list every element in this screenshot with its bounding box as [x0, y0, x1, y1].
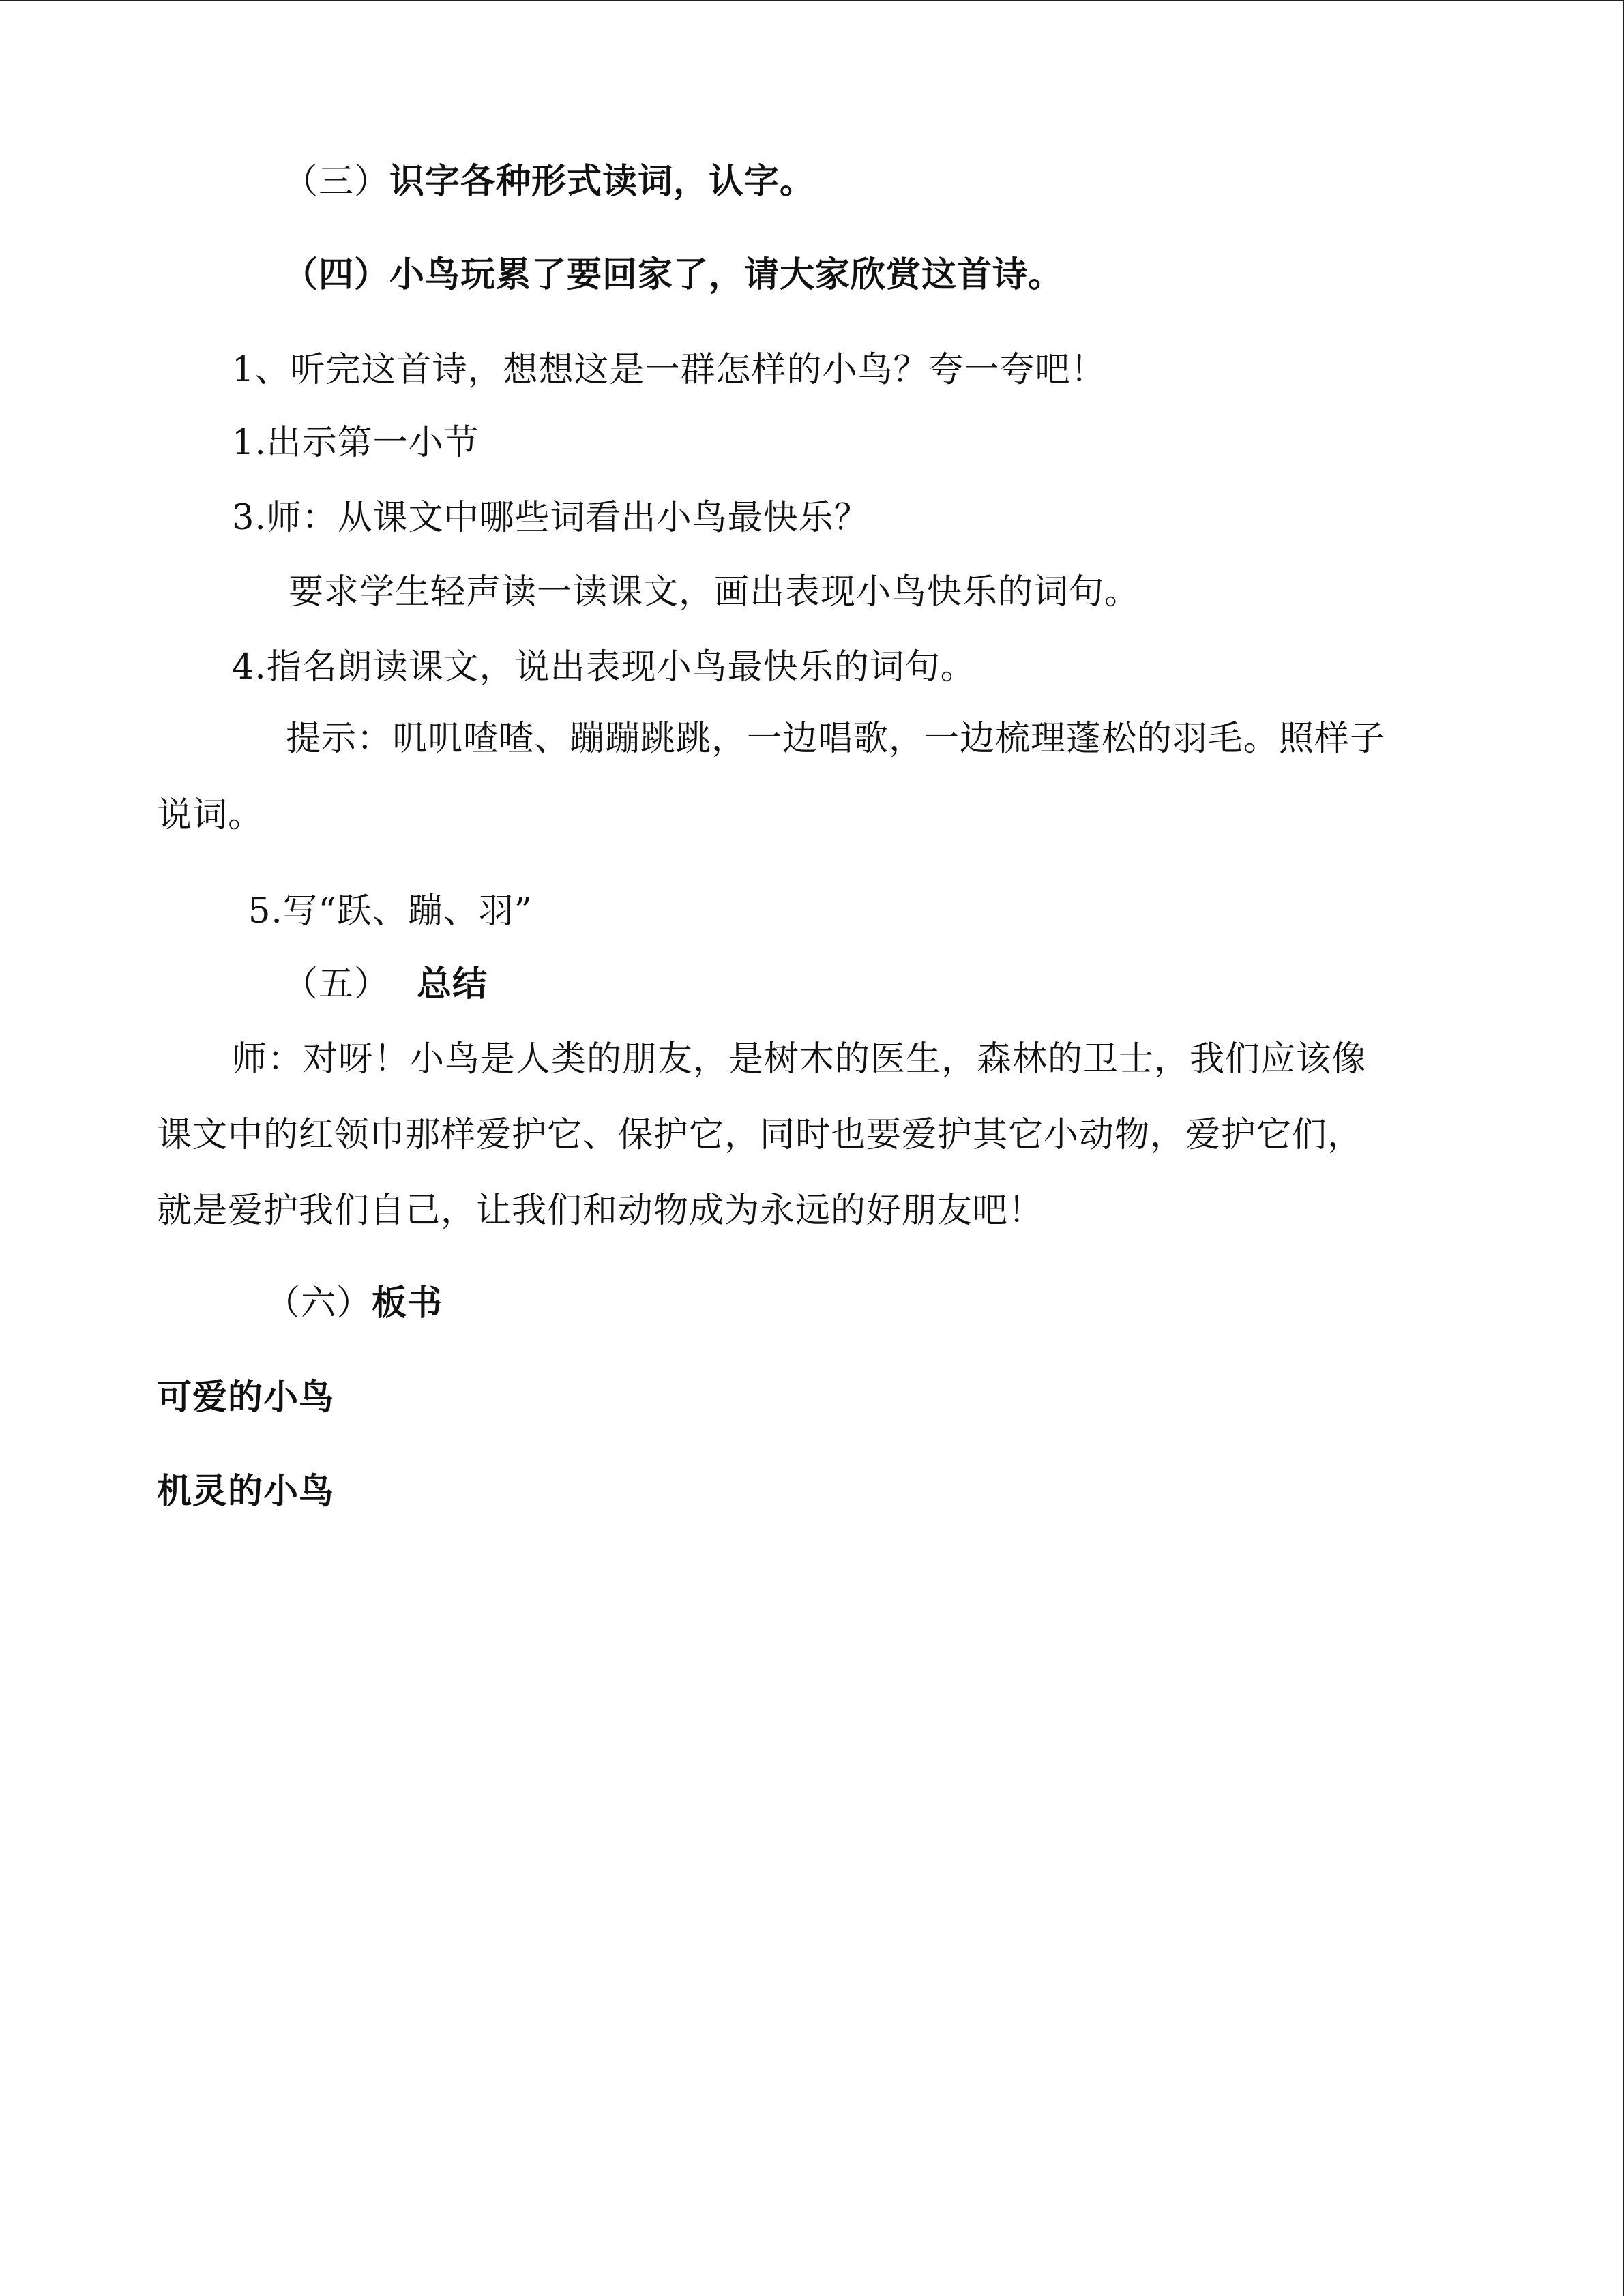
- section-5-heading: [283, 963, 488, 1006]
- item-1-show-stanza: 1.出示第一小节: [232, 423, 479, 463]
- item-3-question: 3.师：从课文中哪些词看出小鸟最快乐？: [232, 498, 870, 538]
- board-line-1: 可爱的小鸟: [157, 1377, 335, 1418]
- board-line-2: 机灵的小鸟: [157, 1471, 335, 1512]
- item-1-question: 1、听完这首诗，想想这是一群怎样的小鸟？夸一夸吧！: [232, 350, 1106, 390]
- section-6-title: 板书: [372, 1283, 443, 1324]
- item-4-instruction: 4.指名朗读课文，说出表现小鸟最快乐的词句。: [232, 647, 976, 687]
- hint-line-2: 说词。: [157, 795, 264, 835]
- item-3-instruction: 要求学生轻声读一读课文，画出表现小鸟快乐的词句。: [289, 572, 1140, 612]
- section-3-number: （三）: [283, 162, 390, 202]
- section-5-number: （五）: [283, 964, 390, 1004]
- hint-line-1: 提示：叽叽喳喳、蹦蹦跳跳，一边唱歌，一边梳理蓬松的羽毛。照样子: [286, 719, 1386, 759]
- item-5-writing: 5.写“跃、蹦、羽”: [248, 891, 533, 931]
- section-5-title: 总结: [417, 964, 488, 1004]
- summary-line-3: 就是爱护我们自己，让我们和动物成为永远的好朋友吧！: [157, 1191, 1044, 1231]
- section-3-heading: [283, 160, 815, 203]
- section-4-heading: （四）小鸟玩累了要回家了，请大家欣赏这首诗。: [283, 254, 1064, 295]
- section-3-title: 识字各种形式读词，认字。: [389, 161, 816, 202]
- summary-line-2: 课文中的红领巾那样爱护它、保护它，同时也要爱护其它小动物，爱护它们，: [157, 1115, 1363, 1155]
- summary-line-1: 师：对呀！小鸟是人类的朋友，是树木的医生，森林的卫士，我们应该像: [232, 1039, 1368, 1079]
- section-6-heading: [265, 1282, 443, 1325]
- section-6-number: （六）: [265, 1283, 372, 1324]
